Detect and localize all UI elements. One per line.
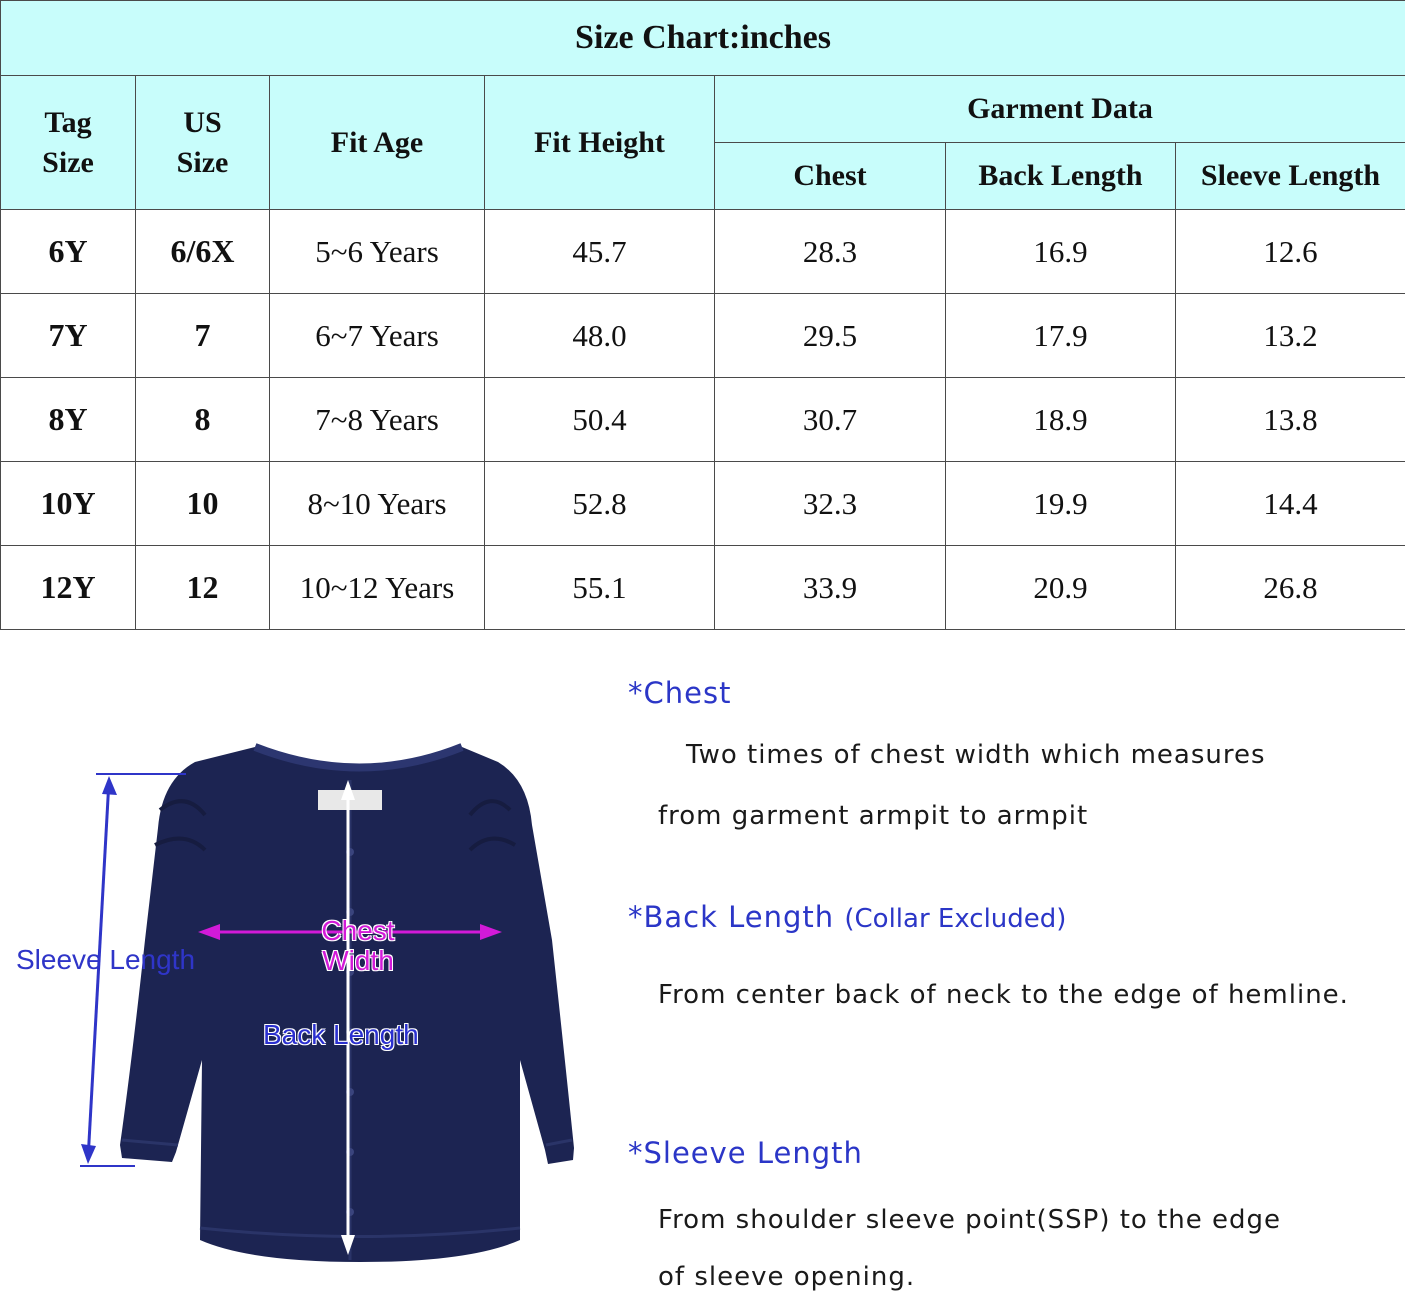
table-row <box>1 462 1405 546</box>
cell-sleeve-length: 12.6 <box>1176 210 1405 294</box>
cell-us-size: 8 <box>136 378 270 462</box>
cell-back-length: 20.9 <box>946 546 1176 630</box>
chest-word: Chest <box>321 915 395 946</box>
sleeve-length-definition-line2: of sleeve opening. <box>658 1262 916 1292</box>
cell-fit-height: 52.8 <box>485 462 715 546</box>
sleeve-length-label: Sleeve Length <box>16 944 196 975</box>
cell-back-length: 19.9 <box>946 462 1176 546</box>
cell-chest: 29.5 <box>715 294 946 378</box>
cell-back-length: 17.9 <box>946 294 1176 378</box>
cell-chest: 28.3 <box>715 210 946 294</box>
cell-back-length: 18.9 <box>946 378 1176 462</box>
table-row <box>1 210 1405 294</box>
cell-chest: 33.9 <box>715 546 946 630</box>
cell-us-size: 6/6X <box>136 210 270 294</box>
cell-back-length: 16.9 <box>946 210 1176 294</box>
table-row <box>1 294 1405 378</box>
cell-sleeve-length: 26.8 <box>1176 546 1405 630</box>
header-garment-data: Garment Data <box>715 76 1405 143</box>
header-back-length: Back Length <box>946 143 1176 210</box>
header-sleeve-length: Sleeve Length <box>1176 143 1405 210</box>
back-length-definition-heading <box>628 900 1066 934</box>
header-fit-height: Fit Height <box>485 76 715 210</box>
cell-fit-height: 50.4 <box>485 378 715 462</box>
cell-tag-size: 8Y <box>1 378 136 462</box>
cell-fit-age: 5~6 Years <box>270 210 485 294</box>
cell-tag-size: 10Y <box>1 462 136 546</box>
header-chest: Chest <box>715 143 946 210</box>
cell-tag-size: 7Y <box>1 294 136 378</box>
cell-tag-size: 12Y <box>1 546 136 630</box>
sleeve-length-definition-heading: *Sleeve Length <box>628 1136 863 1170</box>
chest-definition-heading: *Chest <box>628 676 732 710</box>
cell-fit-age: 8~10 Years <box>270 462 485 546</box>
header-fit-age: Fit Age <box>270 76 485 210</box>
cell-fit-age: 6~7 Years <box>270 294 485 378</box>
back-length-label: Back Length <box>263 1019 419 1050</box>
back-length-definition-line1: From center back of neck to the edge of hemline. <box>658 980 1349 1010</box>
table-title: Size Chart:inches <box>1 1 1405 76</box>
cell-sleeve-length: 13.2 <box>1176 294 1405 378</box>
cell-chest: 32.3 <box>715 462 946 546</box>
cell-tag-size: 6Y <box>1 210 136 294</box>
sleeve-length-definition-line1: From shoulder sleeve point(SSP) to the edge <box>658 1205 1282 1235</box>
back-length-heading-text: *Back Length <box>628 900 835 934</box>
chest-width-label <box>318 916 398 976</box>
cell-us-size: 12 <box>136 546 270 630</box>
table-row <box>1 378 1405 462</box>
garment-illustration <box>0 640 620 1299</box>
cell-sleeve-length: 13.8 <box>1176 378 1405 462</box>
header-us-size: US Size <box>136 76 270 210</box>
cell-fit-height: 48.0 <box>485 294 715 378</box>
cell-sleeve-length: 14.4 <box>1176 462 1405 546</box>
collar-excluded-note: (Collar Excluded) <box>844 904 1067 934</box>
size-chart-table <box>0 0 1405 630</box>
cell-fit-age: 10~12 Years <box>270 546 485 630</box>
cell-us-size: 10 <box>136 462 270 546</box>
header-tag-size: Tag Size <box>1 76 136 210</box>
table-row <box>1 546 1405 630</box>
cell-fit-age: 7~8 Years <box>270 378 485 462</box>
cell-fit-height: 45.7 <box>485 210 715 294</box>
cell-us-size: 7 <box>136 294 270 378</box>
cell-chest: 30.7 <box>715 378 946 462</box>
chest-definition-line1: Two times of chest width which measures <box>686 740 1266 770</box>
cell-fit-height: 55.1 <box>485 546 715 630</box>
width-word: Width <box>322 945 394 976</box>
chest-definition-line2: from garment armpit to armpit <box>658 801 1089 831</box>
